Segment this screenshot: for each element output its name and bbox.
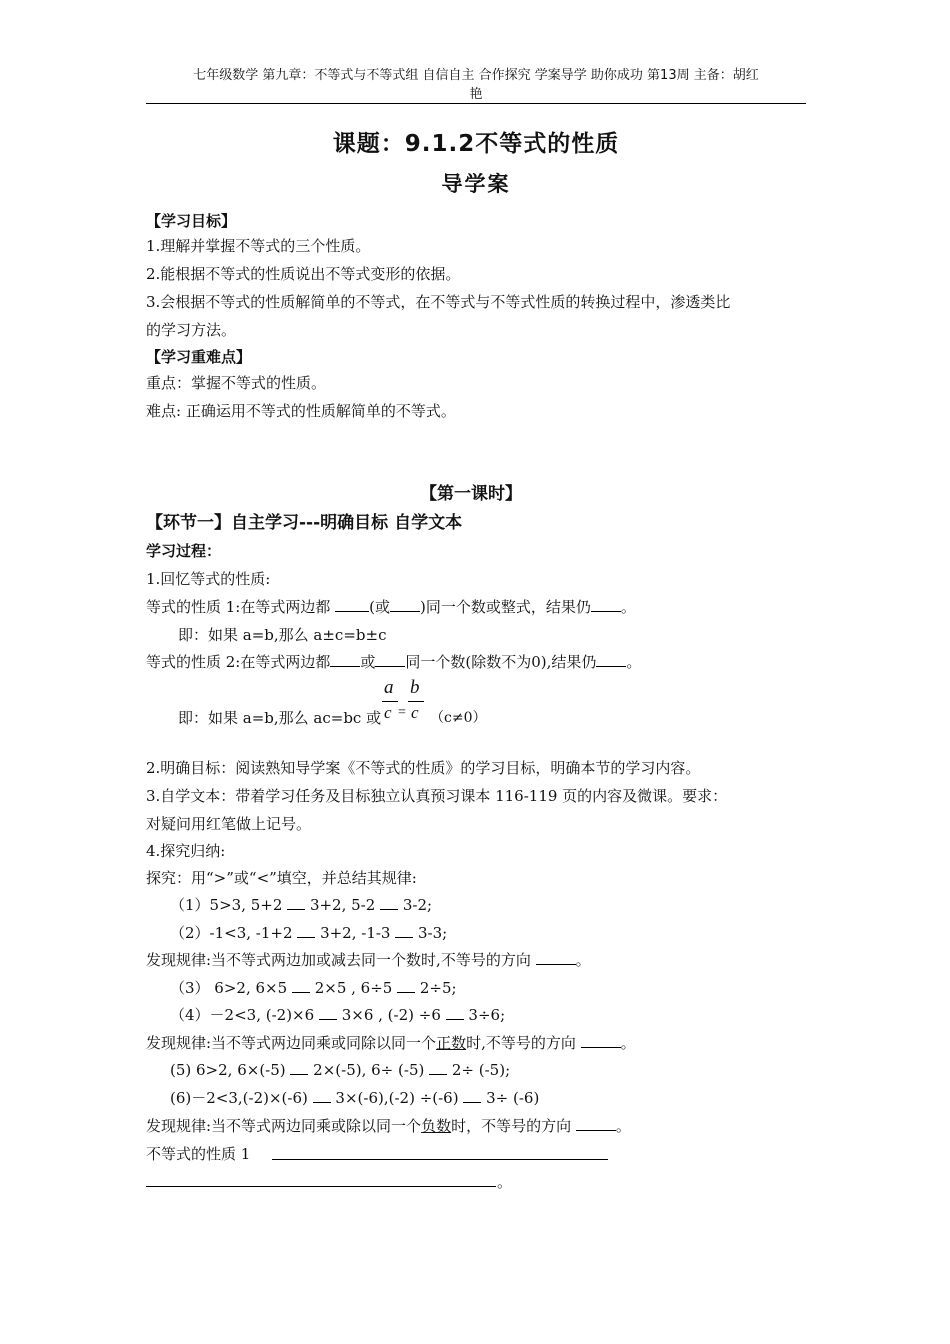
fraction-numerator-b: b [410, 677, 420, 698]
blank [335, 597, 369, 612]
difficulty-point: 难点: 正确运用不等式的性质解简单的不等式。 [146, 402, 456, 420]
exercise-2 [170, 923, 447, 943]
fraction-denominator-c: c [384, 703, 392, 722]
fraction-bar [408, 701, 424, 702]
rule-3 [146, 1116, 631, 1136]
blank [297, 923, 315, 938]
header-rule [146, 103, 806, 104]
item-4: 4.探究归纳: [146, 842, 226, 860]
recall-item: 1.回忆等式的性质: [146, 570, 271, 588]
item-2: 2.明确目标：阅读熟知导学案《不等式的性质》的学习目标，明确本节的学习内容。 [146, 759, 701, 777]
blank [581, 1033, 621, 1048]
answer-line [146, 1186, 496, 1187]
equality-property-2 [146, 652, 641, 672]
blank [576, 1116, 616, 1131]
text: （2）-1<3, -1+2 [170, 924, 298, 942]
text: 2×(-5), 6÷ (-5) [308, 1061, 430, 1079]
objectives-heading: 【学习目标】 [146, 212, 237, 230]
text: （3） 6>2, 6×5 [170, 979, 292, 997]
objective-2: 2.能根据不等式的性质说出不等式变形的依据。 [146, 265, 461, 283]
blank [429, 1060, 447, 1075]
answer-line-end: 。 [497, 1173, 513, 1191]
text: 或 [360, 653, 376, 671]
text: 3×(-6),(-2) ÷(-6) [330, 1089, 464, 1107]
lesson-subtitle: 导学案 [441, 172, 511, 196]
objective-3-cont: 的学习方法。 [146, 321, 237, 339]
header-line-1: 七年级数学 第九章：不等式与不等式组 自信自主 合作探究 学案导学 助你成功 第13周 主备：胡红 [193, 68, 759, 83]
answer-line [272, 1159, 608, 1160]
blank [330, 652, 360, 667]
text: 。 [626, 653, 642, 671]
text: （4）－2<3, (-2)×6 [170, 1006, 319, 1024]
text: 3-3; [413, 924, 448, 942]
blank [591, 597, 621, 612]
header-line-2: 艳 [469, 87, 483, 102]
text: 3÷ (-6) [481, 1089, 540, 1107]
blank [292, 978, 310, 993]
underlined-term: 正数 [436, 1034, 467, 1052]
blank [287, 895, 305, 910]
text: (6)－2<3,(-2)×(-6) [170, 1089, 313, 1107]
fraction-numerator-a: a [384, 677, 394, 698]
fraction-denominator-c: c [411, 703, 419, 722]
inequality-property-1-label: 不等式的性质 1 [146, 1145, 251, 1163]
equality-property-1 [146, 597, 636, 617]
equality-property-2-example: 即：如果 a=b,那么 ac=bc 或 [178, 709, 382, 727]
focus-point: 重点：掌握不等式的性质。 [146, 374, 327, 392]
text: 发现规律:当不等式两边加或减去同一个数时,不等号的方向 [146, 951, 536, 969]
exercise-3 [170, 978, 457, 998]
text: 。 [575, 951, 591, 969]
text: 3-2; [398, 896, 433, 914]
blank [319, 1005, 337, 1020]
exercise-5 [170, 1060, 510, 1080]
blank [313, 1088, 331, 1103]
text: 。 [620, 1034, 636, 1052]
exercise-6 [170, 1088, 539, 1108]
process-heading: 学习过程： [146, 542, 222, 560]
text: 3+2, 5-2 [305, 896, 381, 914]
blank [390, 597, 420, 612]
text: 同一个数(除数不为0),结果仍 [405, 653, 597, 671]
text: 3×6 , (-2) ÷6 [336, 1006, 446, 1024]
lesson-title: 课题：9.1.2不等式的性质 [332, 131, 620, 157]
rule-1 [146, 950, 591, 970]
text: 发现规律:当不等式两边同乘或除以同一个 [146, 1117, 422, 1135]
page-header [146, 66, 806, 104]
underlined-term: 负数 [421, 1117, 452, 1135]
keypoints-heading: 【学习重难点】 [146, 348, 252, 366]
text: (或 [369, 598, 390, 616]
text: 2÷ (-5); [447, 1061, 511, 1079]
blank [380, 895, 398, 910]
text: 。 [615, 1117, 631, 1135]
text: 2×5 , 6÷5 [309, 979, 398, 997]
text: )同一个数或整式，结果仍 [420, 598, 591, 616]
section-heading: 【环节一】自主学习---明确目标 自学文本 [146, 513, 463, 533]
condition-text: （c≠0） [430, 710, 487, 726]
text: 2÷5; [415, 979, 457, 997]
item-3: 3.自学文本：带着学习任务及目标独立认真预习课本 116-119 页的内容及微课。要求： [146, 787, 728, 805]
text: 3+2, -1-3 [315, 924, 396, 942]
first-lesson-heading: 【第一课时】 [420, 484, 522, 504]
item-3-cont: 对疑问用红笔做上记号。 [146, 815, 312, 833]
blank [290, 1060, 308, 1075]
objective-3: 3.会根据不等式的性质解简单的不等式，在不等式与不等式性质的转换过程中，渗透类比 [146, 293, 731, 311]
fraction-equals: = [398, 705, 406, 720]
equality-property-1-example: 即：如果 a=b,那么 a±c=b±c [178, 626, 387, 644]
text: 3÷6; [463, 1006, 506, 1024]
objective-1: 1.理解并掌握不等式的三个性质。 [146, 237, 371, 255]
blank [463, 1088, 481, 1103]
blank [395, 923, 413, 938]
blank [397, 978, 415, 993]
blank [446, 1005, 464, 1020]
fraction-bar [382, 701, 398, 702]
text: 等式的性质 1:在等式两边都 [146, 598, 336, 616]
text: 时,不等号的方向 [466, 1034, 581, 1052]
exercise-1 [170, 895, 432, 915]
blank [375, 652, 405, 667]
text: (5) 6>2, 6×(-5) [170, 1061, 291, 1079]
text: 等式的性质 2:在等式两边都 [146, 653, 331, 671]
text: 发现规律:当不等式两边同乘或同除以同一个 [146, 1034, 437, 1052]
text: 时，不等号的方向 [451, 1117, 576, 1135]
exercise-4 [170, 1005, 505, 1025]
rule-2 [146, 1033, 636, 1053]
blank [596, 652, 626, 667]
blank [536, 950, 576, 965]
explore-instruction: 探究：用“>”或“<”填空，并总结其规律: [146, 869, 417, 887]
text: （1）5>3, 5+2 [170, 896, 288, 914]
text: 。 [620, 598, 636, 616]
